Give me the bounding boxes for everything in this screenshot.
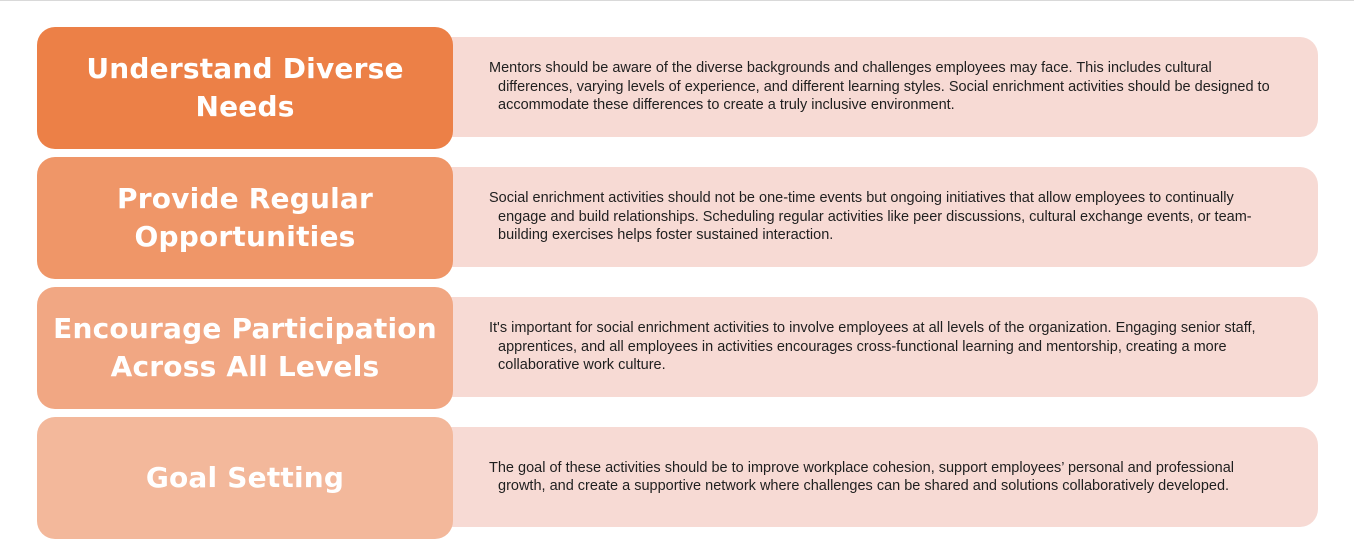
title-box <box>37 287 453 409</box>
description-box <box>432 297 1318 397</box>
description-box <box>432 37 1318 137</box>
description-text: Mentors should be aware of the diverse backgrounds and challenges employees may face. This includes cultural differences, varying levels of experience, and different learning styles. Social enrichment activities should be designed to accommodate these differences to create a truly inclusive environment. <box>489 60 1270 114</box>
principle-row-encourage-participation <box>37 287 1318 409</box>
principle-row-understand-diverse-needs <box>37 27 1318 149</box>
title-text: Encourage Participation Across All Levels <box>53 312 437 383</box>
description-text: It's important for social enrichment activities to involve employees at all levels of the organization. Engaging senior staff, apprentices, and all employees in activities encourages cross-functional learning and mentorship, creating a more collaborative work culture. <box>489 320 1256 374</box>
principle-row-goal-setting <box>37 417 1318 539</box>
title-box <box>37 417 453 539</box>
description-text: Social enrichment activities should not be one-time events but ongoing initiatives that allow employees to continually engage and build relationships. Scheduling regular activities like peer discussions, cultural exchange events, or team-building exercises helps foster sustained interaction. <box>489 190 1252 244</box>
title-box <box>37 27 453 149</box>
title-text: Goal Setting <box>145 461 345 494</box>
top-divider <box>0 0 1354 1</box>
title-text: Understand Diverse Needs <box>86 52 404 123</box>
description-box <box>432 167 1318 267</box>
principle-row-provide-regular-opportunities <box>37 157 1318 279</box>
description-box <box>432 427 1318 527</box>
title-box <box>37 157 453 279</box>
description-text: The goal of these activities should be to improve workplace cohesion, support employees’ personal and professional growth, and create a supportive network where challenges can be shared and solutions collaboratively developed. <box>489 459 1235 494</box>
title-text: Provide Regular Opportunities <box>116 182 374 253</box>
